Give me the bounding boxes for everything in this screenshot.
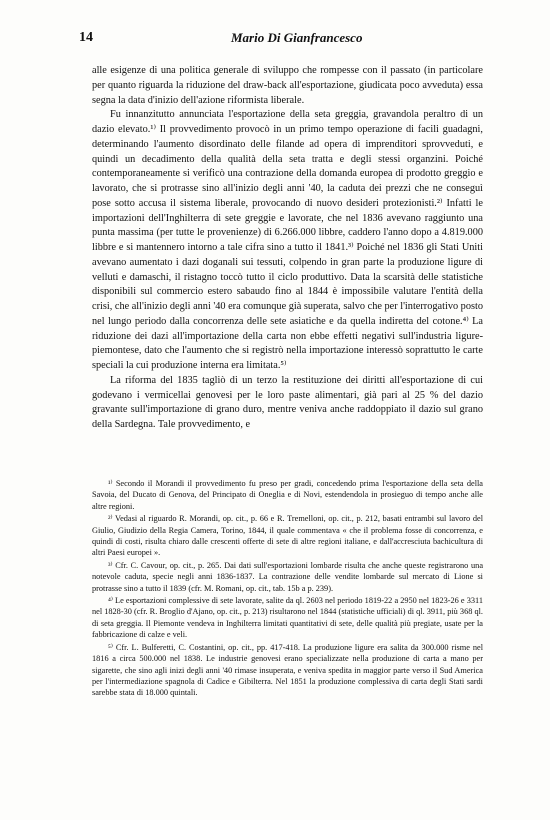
footnote-1: ¹⁾ Secondo il Morandi il provvedimento fu preso per gradi, concedendo prima l'esportazione della seta della Savoia, del Ducato di Genova, del Principato di Oneglia e di Novi, estendendola in prosieguo di tempo anche alle altre regioni. [92,479,483,511]
footnote-2: ²⁾ Vedasi al riguardo R. Morandi, op. cit., p. 66 e R. Tremelloni, op. cit., p. 212, basati entrambi sul lavoro del Giulio, Giudizio della Regia Camera, Torino, 1844, il quale commentava « che il problema fosse di concorrenza, e quindi di costi, risulta chiaro dalle crescenti offerte di sete di altre regioni italiane, e dall'accresciuta bachicultura di altri Paesi europei ». [92,514,483,558]
page-header [79,30,479,50]
footnotes [92,478,483,700]
paragraph-continued: alle esigenze di una politica generale di sviluppo che rompesse con il passato (in particolare per quanto riguarda la riduzione del draw-back all'esportazione, giudicata poco avveduta) essa segna la data d'inizio dell'azione riformista liberale. [92,65,483,106]
footnote-4: ⁴⁾ Le esportazioni complessive di sete lavorate, salite da ql. 2603 nel periodo 1819-22 a 2950 nel 1823-26 e 3311 nel 1828-30 (cfr. R. Broglio d'Ajano, op. cit., p. 213) risultarono nel 1844 (statistiche ufficiali) di ql. 3911, più 368 ql. di seta greggia. Il Piemonte vendeva in Inghilterra limitati quantitativi di sete, delle qualità più pregiate, usate per la fabbricazione di calze e veli. [92,596,483,640]
paragraph-reform-1835: La riforma del 1835 tagliò di un terzo la restituzione dei diritti all'esportazione di cui godevano i vermicellai genovesi per le loro paste alimentari, già pari al 25 % del dazio gravante sull'importazione di grano duro, mentre veniva anche raddoppiato il dazio sul grano della Sardegna. Tale provvedimento, e [92,374,483,430]
footnote-5: ⁵⁾ Cfr. L. Bulferetti, C. Costantini, op. cit., pp. 417-418. La produzione ligure era salita da 300.000 risme nel 1816 a circa 500.000 nel 1838. Le industrie genovesi erano specializzate nella produzione di carta a mano per sigarette, che sino agli inizi degli anni '40 rimase insuperata, e veniva spedita in maggior parte verso il Sud America per l'intermediazione spagnola di Cadice e Gibilterra. Nel 1851 la produzione complessiva di carta degli Stati sardi sarebbe stata di 18.000 quintali. [92,642,483,698]
body-text [92,64,483,433]
running-head: Mario Di Gianfrancesco [231,30,363,45]
footnote-3: ³⁾ Cfr. C. Cavour, op. cit., p. 265. Dai dati sull'esportazioni lombarde risulta che anche queste registrarono una notevole caduta, specie negli anni 1836-1837. La contrazione delle vendite lombarde sul mercato di Lione si protrasse sino a tutto il 1839 (cfr. M. Romani, op. cit., tab. 15b a p. 239). [92,560,483,593]
page-number: 14 [79,30,93,45]
paragraph-silk-export: Fu innanzitutto annunciata l'esportazione della seta greggia, gravandola peraltro di un dazio elevato.¹⁾ Il provvedimento provocò in un primo tempo operazione di facili guadagni, determinando l'aumento disordinato delle filande ad opera di imprenditori sprovveduti, e quindi un decadimento della qualità della seta tratta e degli stessi organzini. Poiché contemporaneamente si verificò una contrazione della domanda europea di prodotto greggio e lavorato, che si protrasse sino all'inizio degli anni '40, la caduta dei prezzi che ne conseguì pose sotto accusa il sistema liberale, provocando di nuovo desideri protezionisti.²⁾ Infatti le importazioni dell'Inghilterra di sete greggie e lavorate, che nel 1836 avevano raggiunto una punta massima (per tutte le provenienze) di 6.266.000 libbre, caddero l'anno dopo a 4.819.000 libbre e si mantennero intorno a tale cifra sino a tutto il 1841.³⁾ Poiché nel 1836 gli Stati Uniti avevano aumentato i dazi doganali sui tessuti, colpendo in gran parte la produzione ligure di velluti e damaschi, il ristagno toccò tutto il ciclo produttivo. Data la scarsità delle statistiche disponibili sul commercio estero sabaudo fino al 1844 è impossibile valutare l'entità della crisi, che all'inizio degli anni '40 era comunque già superata, salvo che per l'interrogativo posto nel lungo periodo dalla concorrenza delle sete asiatiche e da quella indiretta del cotone.⁴⁾ La riduzione dei dazi all'importazione della carta non ebbe effetti negativi sull'industria ligure-piemontese, dato che l'aumento che si registrò nella importazione interessò soprattutto le carte speciali la cui produzione interna era limitata.⁵⁾ [92,109,484,371]
